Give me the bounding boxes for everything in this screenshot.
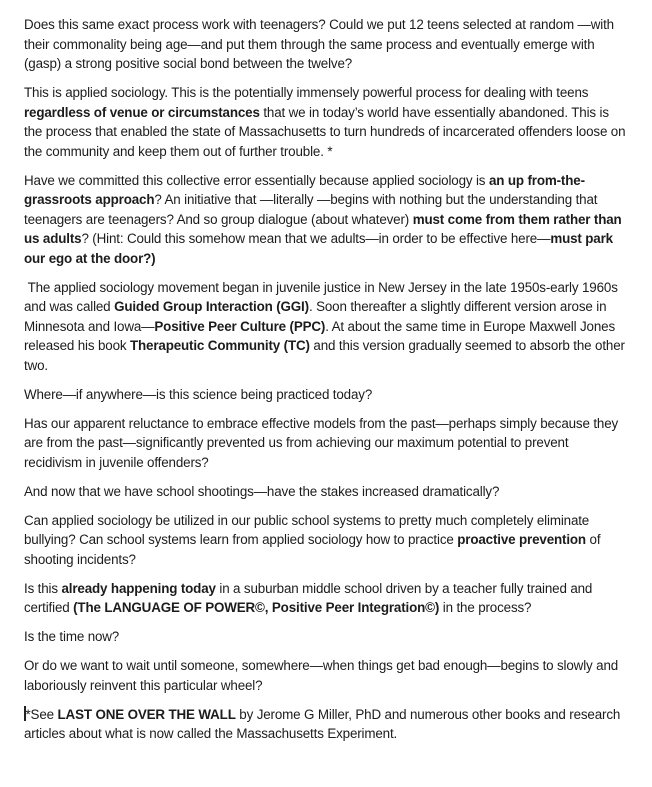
- text-run: in a suburban middle school driven by a teacher fully trained and certified: [24, 580, 596, 615]
- paragraph[interactable]: [24, 627, 628, 647]
- text-run: ? (Hint: Could this somehow mean that we adults—in order to be effective here—: [81, 231, 551, 246]
- text-run: *See: [25, 706, 58, 722]
- paragraph[interactable]: [24, 83, 628, 161]
- bold-text-run: (The LANGUAGE OF POWER©, Positive Peer Integration©): [73, 600, 440, 615]
- text-run: in the process?: [439, 600, 532, 615]
- text-run: Does this same exact process work with teenagers? Could we put 12 teens selected at random —with their commonality being age—and put them through the same process and eventually emerge with (gasp) a strong positive social bond between the twelve?: [24, 17, 618, 71]
- bold-text-run: Positive Peer Culture (PPC): [154, 318, 326, 334]
- text-run: Is the time now?: [24, 629, 120, 644]
- bold-text-run: already happening today: [61, 580, 216, 596]
- paragraph[interactable]: [24, 414, 628, 473]
- text-run: of shooting incidents?: [24, 532, 604, 567]
- text-run: . Soon thereafter a slightly different version arose in Minnesota and Iowa—: [24, 299, 610, 334]
- bold-text-run: regardless of venue or circumstances: [24, 104, 260, 120]
- text-run: The applied sociology movement began in juvenile justice in New Jersey in the late 1950s-early 1960s and was called: [24, 279, 622, 314]
- text-run: that we in today’s world have essentially abandoned. This is the process that enabled the state of Massachusetts to turn hundreds of incarcerated offenders loose on the community and keep them out of further trouble. *: [24, 104, 629, 159]
- paragraph[interactable]: [24, 15, 628, 74]
- paragraph[interactable]: [24, 705, 628, 744]
- text-run: Or do we want to wait until someone, somewhere—when things get bad enough—begins to slowly and laboriously reinvent this particular wheel?: [24, 658, 622, 693]
- text-run: by Jerome G Miller, PhD and numerous other books and research articles about what is now called the Massachusetts Experiment.: [24, 706, 624, 741]
- bold-text-run: proactive prevention: [457, 532, 586, 547]
- bold-text-run: Therapeutic Community (TC): [129, 338, 310, 353]
- bold-text-run: Guided Group Interaction (GGI): [114, 299, 309, 314]
- paragraph[interactable]: [24, 171, 628, 269]
- text-run: . At about the same time in Europe Maxwell Jones released his book: [24, 318, 619, 353]
- text-run: Has our apparent reluctance to embrace effective models from the past—perhaps simply because they are from the past—significantly prevented us from achieving our maximum potential to prevent recidivism in juvenile offenders?: [24, 415, 622, 470]
- bold-text-run: an up from-the-grassroots approach: [24, 172, 585, 207]
- paragraph[interactable]: [24, 482, 628, 502]
- bold-text-run: LAST ONE OVER THE WALL: [57, 706, 236, 722]
- text-run: This is applied sociology. This is the potentially immensely powerful process for dealing with teens: [24, 85, 592, 100]
- bold-text-run: must park our ego at the door?): [24, 231, 617, 266]
- text-run: Can applied sociology be utilized in our public school systems to pretty much completely eliminate bullying? Can school systems learn from applied sociology how to practice: [24, 512, 593, 547]
- text-run: Where—if anywhere—is this science being practiced today?: [24, 386, 373, 402]
- paragraph[interactable]: [24, 511, 628, 570]
- paragraph[interactable]: [24, 579, 628, 618]
- text-run: ? An initiative that —literally —begins with nothing but the understanding that teenagers are teenagers? And so group dialogue (about whatever): [24, 192, 601, 227]
- text-run: Is this: [24, 580, 62, 596]
- text-run: Have we committed this collective error essentially because applied sociology is: [24, 172, 489, 188]
- paragraph[interactable]: [24, 656, 628, 695]
- document-body[interactable]: [24, 15, 628, 744]
- text-run: and this version gradually seemed to absorb the other two.: [24, 338, 629, 373]
- paragraph[interactable]: [24, 278, 628, 376]
- bold-text-run: must come from them rather than us adults: [24, 211, 626, 246]
- text-run: And now that we have school shootings—have the stakes increased dramatically?: [24, 483, 500, 499]
- paragraph[interactable]: [24, 385, 628, 405]
